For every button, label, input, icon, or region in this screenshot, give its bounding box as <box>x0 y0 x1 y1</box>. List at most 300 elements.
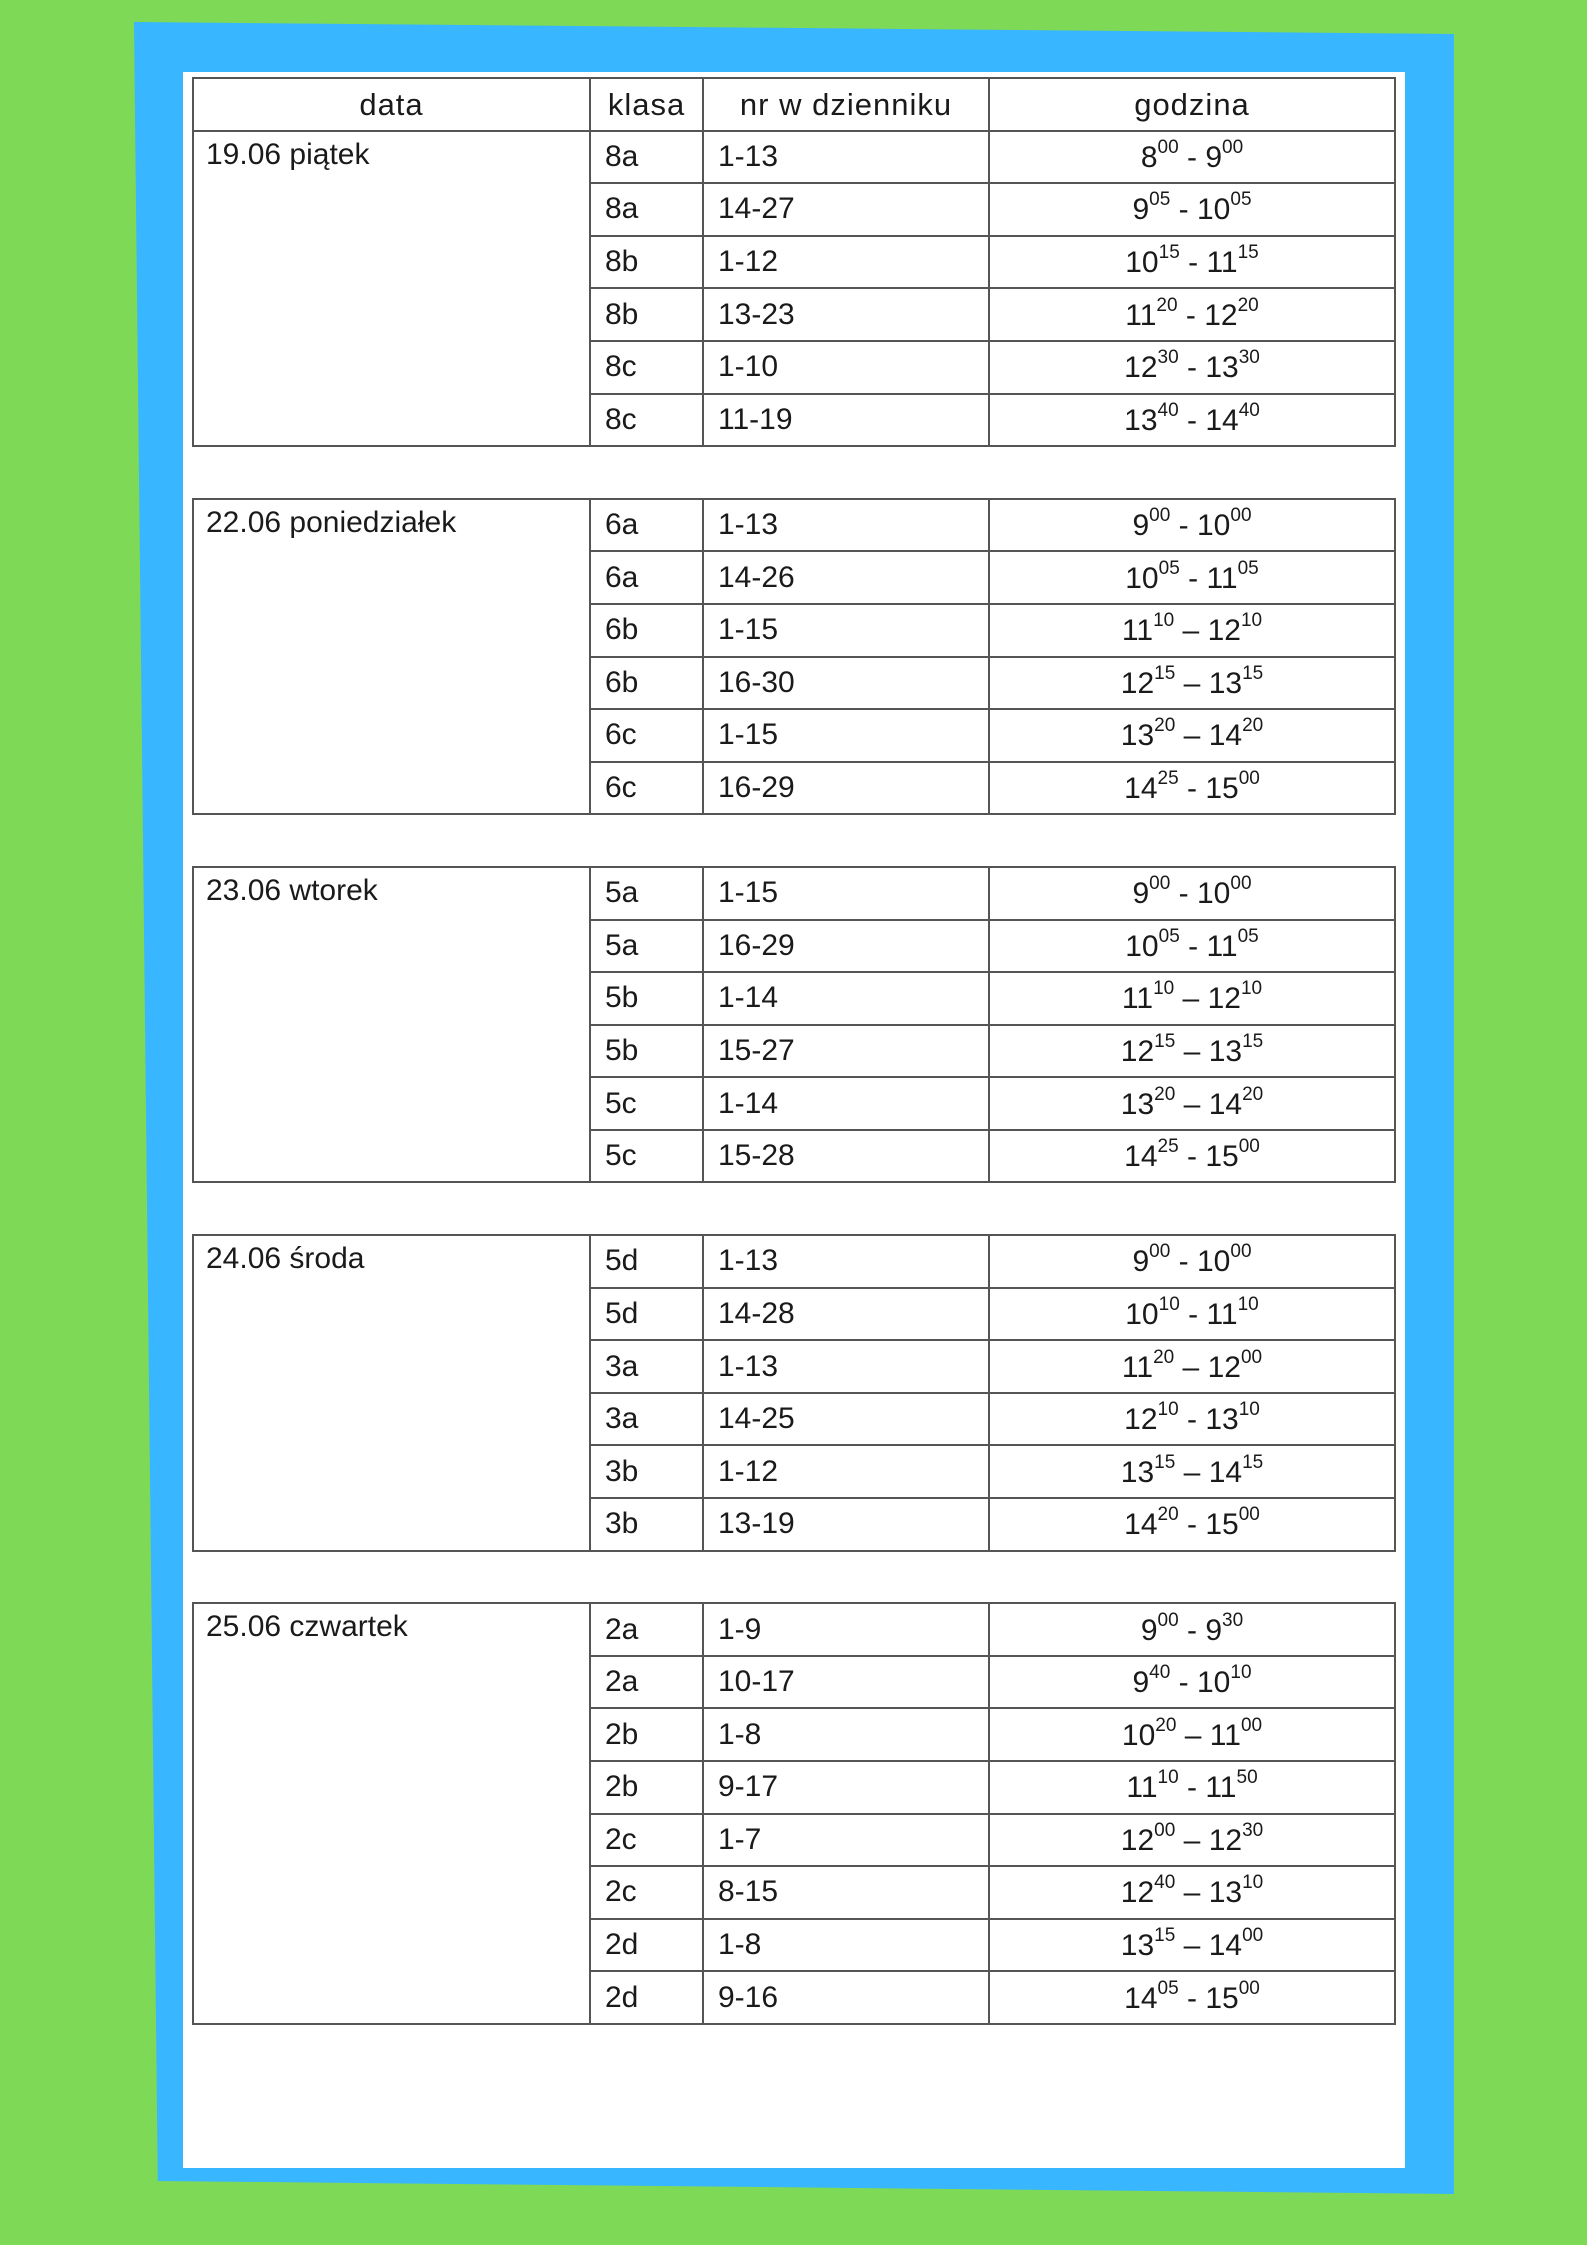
end-hour: 12 <box>1207 982 1241 1016</box>
table-row <box>193 867 1395 920</box>
start-minutes: 05 <box>1157 1977 1179 1999</box>
time-cell <box>989 1708 1395 1761</box>
start-minutes: 00 <box>1149 505 1171 527</box>
time-range <box>1132 1241 1252 1279</box>
register-range-cell: 1-14 <box>703 1077 989 1130</box>
end-minutes: 00 <box>1230 505 1252 527</box>
spacer-cell <box>193 446 1395 499</box>
spacer-row <box>193 1551 1395 1604</box>
end-hour: 9 <box>1205 1613 1223 1647</box>
register-range-cell: 13-19 <box>703 1498 989 1551</box>
class-cell: 3b <box>590 1498 703 1551</box>
time-range <box>1120 662 1264 700</box>
time-separator: - <box>1188 929 1199 963</box>
class-cell: 3b <box>590 1445 703 1498</box>
start-hour: 10 <box>1125 561 1159 595</box>
start-hour: 14 <box>1124 1981 1158 2015</box>
date-cell: 19.06 piątek <box>193 131 590 447</box>
time-range <box>1124 768 1260 806</box>
start-hour: 9 <box>1140 1613 1158 1647</box>
register-range-cell: 14-28 <box>703 1288 989 1341</box>
register-range-cell: 1-8 <box>703 1708 989 1761</box>
time-separator: – <box>1183 1087 1201 1121</box>
start-minutes: 15 <box>1154 662 1176 684</box>
start-hour: 11 <box>1121 982 1154 1016</box>
time-cell <box>989 1393 1395 1446</box>
time-separator: - <box>1188 561 1199 595</box>
end-minutes: 40 <box>1238 399 1260 421</box>
schedule-sheet <box>183 72 1405 2168</box>
time-range <box>1140 136 1244 174</box>
time-range <box>1125 294 1259 332</box>
start-hour: 13 <box>1120 719 1155 753</box>
time-separator: – <box>1182 1350 1200 1384</box>
start-hour: 9 <box>1132 1245 1150 1279</box>
spacer-cell <box>193 1551 1395 1604</box>
start-minutes: 15 <box>1158 242 1180 264</box>
register-range-cell: 1-8 <box>703 1919 989 1972</box>
time-cell <box>989 1235 1395 1288</box>
time-range <box>1124 1977 1260 2015</box>
start-minutes: 00 <box>1157 136 1179 158</box>
end-minutes: 00 <box>1222 136 1244 158</box>
register-range-cell: 10-17 <box>703 1656 989 1709</box>
time-range <box>1120 1451 1264 1489</box>
start-hour: 9 <box>1132 877 1150 911</box>
time-cell <box>989 551 1395 604</box>
time-range <box>1120 715 1264 753</box>
end-minutes: 05 <box>1237 925 1259 947</box>
time-separator: - <box>1178 1666 1189 1700</box>
time-separator: - <box>1187 772 1197 806</box>
end-minutes: 30 <box>1238 347 1260 369</box>
register-range-cell: 11-19 <box>703 394 989 447</box>
start-hour: 12 <box>1120 1876 1155 1910</box>
end-minutes: 30 <box>1242 1819 1264 1841</box>
end-hour: 14 <box>1205 403 1239 437</box>
class-cell: 5c <box>590 1130 703 1183</box>
start-hour: 13 <box>1120 1455 1155 1489</box>
date-cell: 24.06 środa <box>193 1235 590 1551</box>
register-range-cell: 16-29 <box>703 920 989 973</box>
start-minutes: 10 <box>1157 1399 1179 1421</box>
class-cell: 2d <box>590 1919 703 1972</box>
class-cell: 2b <box>590 1761 703 1814</box>
end-hour: 14 <box>1208 1929 1243 1963</box>
start-minutes: 15 <box>1154 1925 1176 1947</box>
end-hour: 15 <box>1205 1140 1239 1174</box>
end-minutes: 10 <box>1240 978 1263 1000</box>
time-cell <box>989 131 1395 184</box>
end-hour: 13 <box>1208 1876 1243 1910</box>
header-time: godzina <box>989 78 1395 131</box>
time-cell <box>989 1761 1395 1814</box>
start-minutes: 15 <box>1154 1451 1176 1473</box>
time-cell <box>989 1077 1395 1130</box>
end-minutes: 30 <box>1222 1609 1244 1631</box>
class-cell: 2c <box>590 1814 703 1867</box>
end-hour: 11 <box>1206 929 1238 963</box>
class-cell: 5d <box>590 1288 703 1341</box>
time-cell <box>989 1919 1395 1972</box>
date-cell: 22.06 poniedziałek <box>193 499 590 815</box>
time-cell <box>989 1025 1395 1078</box>
start-hour: 12 <box>1120 1034 1155 1068</box>
start-minutes: 20 <box>1157 1504 1179 1526</box>
start-hour: 10 <box>1125 929 1159 963</box>
time-range <box>1120 1819 1264 1857</box>
end-hour: 14 <box>1208 719 1243 753</box>
time-range <box>1124 1136 1260 1174</box>
time-range <box>1121 1346 1263 1384</box>
header-date: data <box>193 78 590 131</box>
end-minutes: 00 <box>1230 1241 1252 1263</box>
register-range-cell: 1-10 <box>703 341 989 394</box>
register-range-cell: 1-12 <box>703 236 989 289</box>
time-separator: – <box>1183 1034 1201 1068</box>
class-cell: 5a <box>590 920 703 973</box>
end-minutes: 00 <box>1242 1925 1264 1947</box>
time-cell <box>989 709 1395 762</box>
register-range-cell: 1-13 <box>703 499 989 552</box>
time-cell <box>989 1445 1395 1498</box>
time-range <box>1132 873 1252 911</box>
time-separator: - <box>1178 509 1189 543</box>
header-range: nr w dzienniku <box>703 78 989 131</box>
end-hour: 15 <box>1205 1508 1239 1542</box>
class-cell: 6c <box>590 709 703 762</box>
start-minutes: 00 <box>1149 1241 1171 1263</box>
end-hour: 10 <box>1197 1245 1231 1279</box>
time-separator: – <box>1183 1876 1201 1910</box>
end-minutes: 00 <box>1240 1714 1263 1736</box>
start-minutes: 30 <box>1157 347 1179 369</box>
time-separator: – <box>1182 614 1200 648</box>
schedule-table <box>192 77 1396 2025</box>
time-range <box>1124 347 1260 385</box>
date-cell: 25.06 czwartek <box>193 1603 590 2024</box>
time-separator: - <box>1187 351 1197 385</box>
start-hour: 10 <box>1125 246 1159 280</box>
start-minutes: 00 <box>1149 873 1171 895</box>
time-separator: - <box>1188 246 1199 280</box>
class-cell: 6c <box>590 762 703 815</box>
start-minutes: 25 <box>1157 1136 1179 1158</box>
start-minutes: 40 <box>1149 1662 1171 1684</box>
time-separator: – <box>1183 1823 1201 1857</box>
register-range-cell: 15-28 <box>703 1130 989 1183</box>
start-hour: 12 <box>1124 351 1158 385</box>
spacer-cell <box>193 814 1395 867</box>
end-minutes: 20 <box>1237 294 1259 316</box>
spacer-row <box>193 446 1395 499</box>
class-cell: 8b <box>590 236 703 289</box>
time-separator: - <box>1187 403 1197 437</box>
end-minutes: 00 <box>1240 1346 1263 1368</box>
register-range-cell: 9-17 <box>703 1761 989 1814</box>
time-range <box>1132 189 1252 227</box>
time-cell <box>989 972 1395 1025</box>
start-minutes: 00 <box>1157 1609 1179 1631</box>
end-minutes: 10 <box>1238 1399 1260 1421</box>
schedule-body <box>193 131 1395 2024</box>
end-minutes: 00 <box>1238 768 1260 790</box>
time-range <box>1125 557 1259 595</box>
end-hour: 12 <box>1207 1350 1241 1384</box>
end-hour: 10 <box>1197 1666 1231 1700</box>
start-minutes: 10 <box>1153 978 1175 1000</box>
end-hour: 13 <box>1208 666 1243 700</box>
end-minutes: 00 <box>1230 873 1252 895</box>
start-hour: 9 <box>1132 1666 1150 1700</box>
time-separator: – <box>1183 719 1201 753</box>
class-cell: 2b <box>590 1708 703 1761</box>
start-minutes: 10 <box>1157 1767 1179 1789</box>
spacer-row <box>193 1182 1395 1235</box>
register-range-cell: 8-15 <box>703 1866 989 1919</box>
start-hour: 11 <box>1121 1350 1154 1384</box>
end-minutes: 05 <box>1230 189 1252 211</box>
time-range <box>1120 1030 1264 1068</box>
end-hour: 10 <box>1197 509 1231 543</box>
start-minutes: 15 <box>1154 1030 1176 1052</box>
time-cell <box>989 499 1395 552</box>
end-hour: 13 <box>1205 351 1239 385</box>
time-range <box>1120 1083 1264 1121</box>
time-separator: - <box>1178 1245 1189 1279</box>
register-range-cell: 13-23 <box>703 288 989 341</box>
end-minutes: 00 <box>1238 1504 1260 1526</box>
time-cell <box>989 867 1395 920</box>
date-cell: 23.06 wtorek <box>193 867 590 1183</box>
time-cell <box>989 1340 1395 1393</box>
end-hour: 12 <box>1204 298 1238 332</box>
time-cell <box>989 1866 1395 1919</box>
time-separator: – <box>1184 1718 1202 1752</box>
start-hour: 14 <box>1124 772 1158 806</box>
time-separator: - <box>1187 1771 1197 1805</box>
time-cell <box>989 1814 1395 1867</box>
end-hour: 14 <box>1208 1455 1243 1489</box>
class-cell: 6a <box>590 499 703 552</box>
start-minutes: 20 <box>1153 1346 1175 1368</box>
time-range <box>1124 1399 1260 1437</box>
start-minutes: 05 <box>1158 925 1180 947</box>
class-cell: 8a <box>590 131 703 184</box>
time-range <box>1132 1662 1252 1700</box>
start-hour: 8 <box>1140 140 1158 174</box>
end-minutes: 10 <box>1240 610 1263 632</box>
time-separator: - <box>1187 1613 1197 1647</box>
time-cell <box>989 1656 1395 1709</box>
class-cell: 8a <box>590 183 703 236</box>
end-hour: 11 <box>1205 1771 1237 1805</box>
start-minutes: 05 <box>1158 557 1180 579</box>
end-hour: 13 <box>1205 1403 1239 1437</box>
time-cell <box>989 762 1395 815</box>
start-minutes: 05 <box>1149 189 1171 211</box>
register-range-cell: 1-12 <box>703 1445 989 1498</box>
start-minutes: 20 <box>1154 1083 1176 1105</box>
table-row <box>193 1603 1395 1656</box>
time-separator: - <box>1178 193 1189 227</box>
class-cell: 6b <box>590 604 703 657</box>
time-range <box>1120 1872 1264 1910</box>
time-separator: - <box>1188 1297 1199 1331</box>
end-hour: 13 <box>1208 1034 1243 1068</box>
class-cell: 3a <box>590 1340 703 1393</box>
class-cell: 5b <box>590 972 703 1025</box>
time-separator: - <box>1187 1981 1197 2015</box>
class-cell: 5a <box>590 867 703 920</box>
start-hour: 13 <box>1120 1929 1155 1963</box>
time-range <box>1121 978 1263 1016</box>
end-minutes: 15 <box>1237 242 1259 264</box>
end-minutes: 15 <box>1242 662 1264 684</box>
class-cell: 5c <box>590 1077 703 1130</box>
start-hour: 10 <box>1121 1718 1156 1752</box>
register-range-cell: 1-15 <box>703 604 989 657</box>
start-minutes: 10 <box>1158 1293 1180 1315</box>
start-minutes: 00 <box>1154 1819 1176 1841</box>
start-hour: 10 <box>1125 1297 1159 1331</box>
end-minutes: 10 <box>1230 1662 1252 1684</box>
register-range-cell: 14-27 <box>703 183 989 236</box>
time-range <box>1124 399 1260 437</box>
start-hour: 12 <box>1120 1823 1155 1857</box>
time-cell <box>989 1971 1395 2024</box>
time-cell <box>989 236 1395 289</box>
start-minutes: 40 <box>1157 399 1179 421</box>
time-range <box>1132 505 1252 543</box>
class-cell: 3a <box>590 1393 703 1446</box>
header-row <box>193 78 1395 131</box>
table-row <box>193 1235 1395 1288</box>
time-cell <box>989 394 1395 447</box>
time-cell <box>989 288 1395 341</box>
end-hour: 15 <box>1205 1981 1239 2015</box>
start-minutes: 25 <box>1157 768 1179 790</box>
end-minutes: 15 <box>1242 1451 1264 1473</box>
spacer-cell <box>193 1182 1395 1235</box>
start-hour: 12 <box>1124 1403 1158 1437</box>
time-separator: - <box>1187 1508 1197 1542</box>
class-cell: 6a <box>590 551 703 604</box>
end-hour: 11 <box>1206 1297 1238 1331</box>
end-minutes: 05 <box>1237 557 1259 579</box>
time-range <box>1121 1714 1263 1752</box>
end-minutes: 10 <box>1242 1872 1264 1894</box>
register-range-cell: 1-14 <box>703 972 989 1025</box>
register-range-cell: 1-9 <box>703 1603 989 1656</box>
time-separator: – <box>1183 1929 1201 1963</box>
end-hour: 12 <box>1207 614 1241 648</box>
register-range-cell: 1-7 <box>703 1814 989 1867</box>
end-minutes: 10 <box>1237 1293 1259 1315</box>
end-hour: 12 <box>1208 1823 1243 1857</box>
table-row <box>193 499 1395 552</box>
register-range-cell: 1-15 <box>703 867 989 920</box>
end-minutes: 00 <box>1238 1977 1260 1999</box>
end-minutes: 20 <box>1242 1083 1264 1105</box>
class-cell: 2d <box>590 1971 703 2024</box>
time-cell <box>989 657 1395 710</box>
spacer-row <box>193 814 1395 867</box>
class-cell: 2c <box>590 1866 703 1919</box>
time-separator: - <box>1187 1140 1197 1174</box>
header-class: klasa <box>590 78 703 131</box>
start-hour: 14 <box>1124 1508 1158 1542</box>
end-hour: 14 <box>1208 1087 1243 1121</box>
class-cell: 8c <box>590 341 703 394</box>
start-minutes: 20 <box>1156 294 1178 316</box>
register-range-cell: 14-25 <box>703 1393 989 1446</box>
end-minutes: 50 <box>1236 1767 1258 1789</box>
register-range-cell: 1-13 <box>703 1235 989 1288</box>
start-hour: 9 <box>1132 193 1150 227</box>
start-hour: 12 <box>1120 666 1155 700</box>
start-hour: 11 <box>1125 298 1157 332</box>
time-range <box>1121 610 1263 648</box>
class-cell: 6b <box>590 657 703 710</box>
end-hour: 10 <box>1197 877 1231 911</box>
register-range-cell: 15-27 <box>703 1025 989 1078</box>
class-cell: 8b <box>590 288 703 341</box>
start-minutes: 20 <box>1155 1714 1177 1736</box>
time-cell <box>989 341 1395 394</box>
time-range <box>1140 1609 1244 1647</box>
time-range <box>1124 1504 1260 1542</box>
start-hour: 14 <box>1124 1140 1158 1174</box>
class-cell: 2a <box>590 1603 703 1656</box>
time-cell <box>989 1498 1395 1551</box>
time-range <box>1125 925 1259 963</box>
time-cell <box>989 1603 1395 1656</box>
class-cell: 2a <box>590 1656 703 1709</box>
time-range <box>1125 242 1259 280</box>
register-range-cell: 1-13 <box>703 131 989 184</box>
time-cell <box>989 920 1395 973</box>
start-hour: 13 <box>1124 403 1158 437</box>
time-cell <box>989 1130 1395 1183</box>
time-range <box>1120 1925 1264 1963</box>
register-range-cell: 14-26 <box>703 551 989 604</box>
time-cell <box>989 1288 1395 1341</box>
end-minutes: 00 <box>1238 1136 1260 1158</box>
time-separator: – <box>1182 982 1200 1016</box>
start-hour: 9 <box>1132 509 1150 543</box>
time-cell <box>989 604 1395 657</box>
class-cell: 5d <box>590 1235 703 1288</box>
end-hour: 10 <box>1197 193 1231 227</box>
class-cell: 8c <box>590 394 703 447</box>
register-range-cell: 1-13 <box>703 1340 989 1393</box>
class-cell: 5b <box>590 1025 703 1078</box>
time-cell <box>989 183 1395 236</box>
time-range <box>1126 1767 1258 1805</box>
end-hour: 9 <box>1205 140 1223 174</box>
register-range-cell: 1-15 <box>703 709 989 762</box>
time-range <box>1125 1293 1259 1331</box>
time-separator: - <box>1187 1403 1197 1437</box>
end-minutes: 20 <box>1242 715 1264 737</box>
time-separator: - <box>1178 877 1189 911</box>
end-hour: 11 <box>1206 246 1238 280</box>
register-range-cell: 16-30 <box>703 657 989 710</box>
start-hour: 11 <box>1121 614 1154 648</box>
register-range-cell: 16-29 <box>703 762 989 815</box>
register-range-cell: 9-16 <box>703 1971 989 2024</box>
